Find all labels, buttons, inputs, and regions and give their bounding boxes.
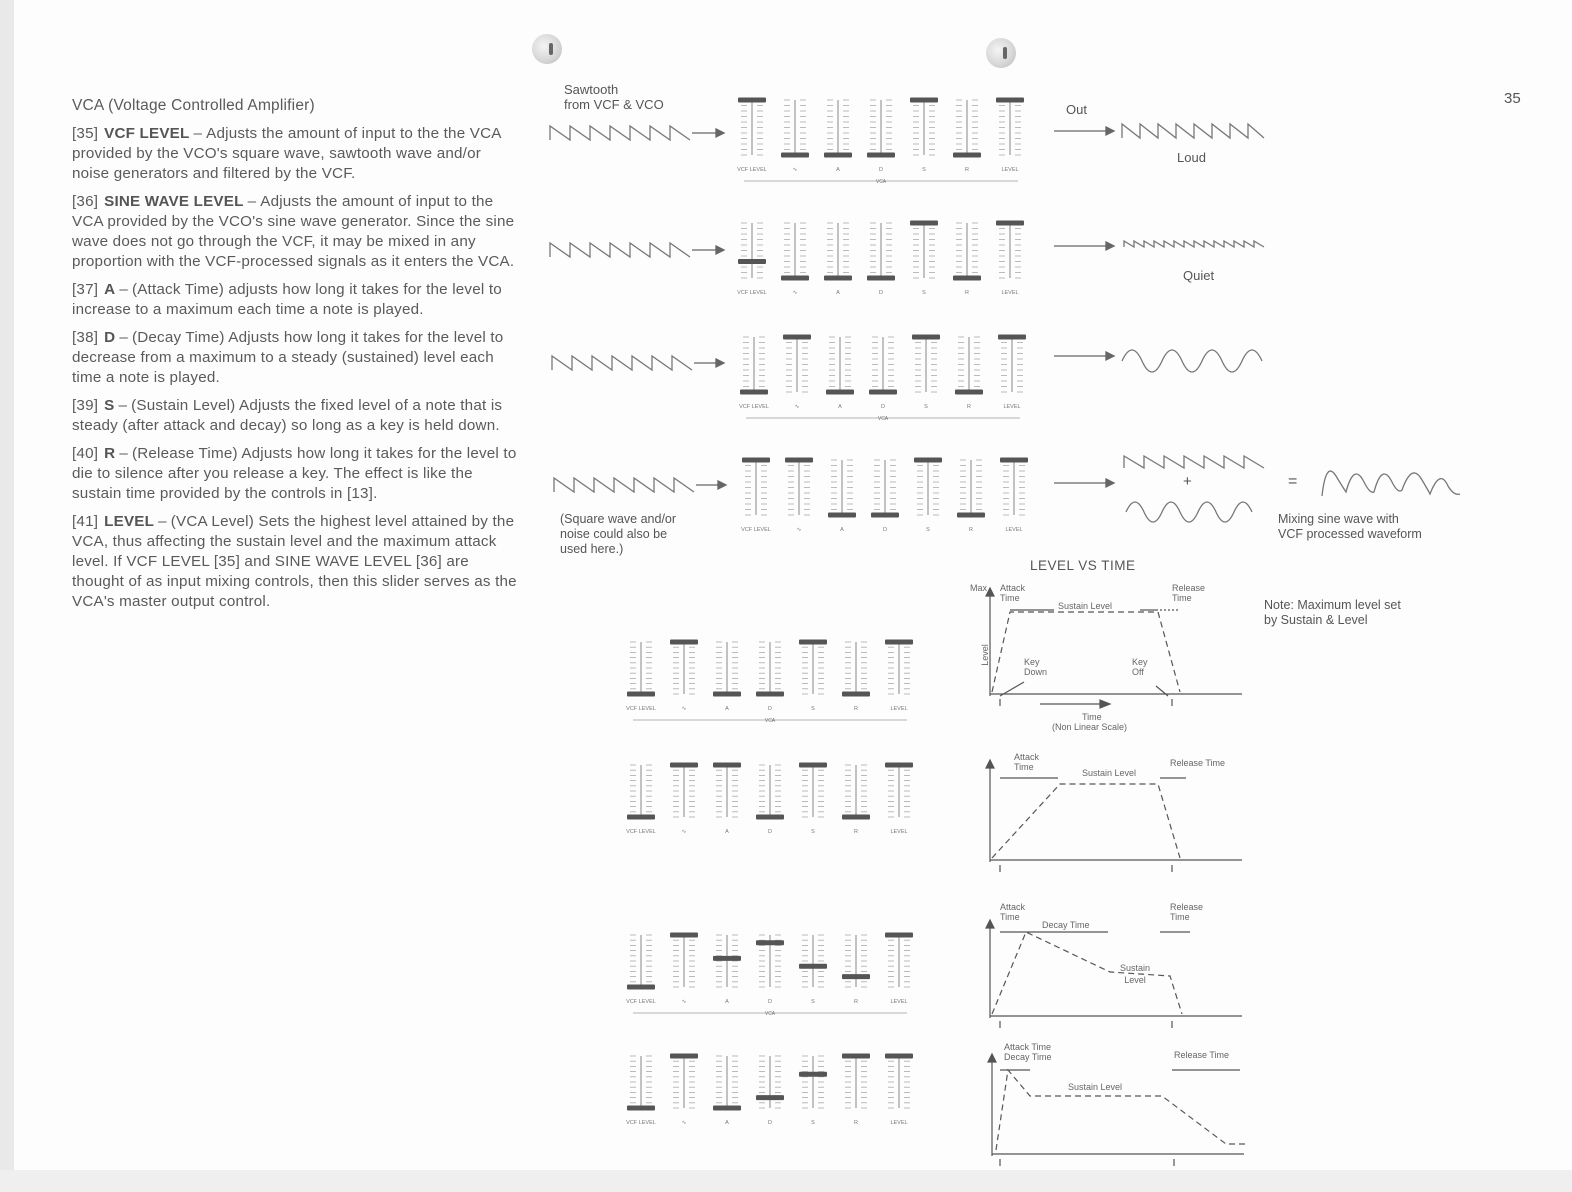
fader-knob [627,692,655,697]
fader-label: D [881,404,885,410]
loud-label: Loud [1177,150,1206,165]
graph1-max-label: Max [970,583,988,593]
fader-label: S [811,1120,815,1126]
graph1-sustain-label: Sustain Level [1058,601,1113,611]
fader-knob [910,98,938,103]
fader-label: R [967,404,971,410]
fader-label: ∿ [681,829,687,835]
graph4-attack-decay-label: Attack Time Decay Time [1004,1042,1052,1062]
page-number: 35 [1504,90,1521,107]
item-body: (Attack Time) adjusts how long it takes for the level to increase to a maximum each time a note is played. [72,281,502,318]
mixed-result-wave [1322,471,1460,496]
fader-label: ∿ [794,404,800,410]
fader-knob [799,1072,827,1077]
fader-knob [828,513,856,518]
fader-knob [998,335,1026,340]
fader-label: R [969,527,973,533]
loud-output-wave [1122,124,1264,138]
fader-label: ∿ [681,706,687,712]
vca-section-label: VCA [764,718,776,724]
fader-knob [738,259,766,264]
item-number: [38] [72,329,99,346]
fader-label: LEVEL [890,706,908,712]
fader-knob [756,815,784,820]
fader-knob [957,513,985,518]
fader-knob [738,98,766,103]
graph3-release-label: Release Time [1170,902,1204,922]
fader-label: LEVEL [1001,290,1019,296]
fader-label: R [854,706,858,712]
fader-label: ∿ [681,999,687,1005]
graph1-level-axis-label: Level [979,644,990,666]
fader-knob [742,458,770,463]
item-number: [37] [72,281,99,298]
item-body: Adjusts the amount of input to the VCA provided by the VCO's sine wave generator. Since the sine wave does not go through the VCF, it may be mixed in any proportion with the VCF-processed signals as it enters the VCA. [72,193,515,270]
item-term: VCF LEVEL [104,125,190,142]
fader-knob [627,1106,655,1111]
envelope-graph-3 [986,920,1242,1028]
envelope-line [992,932,1182,1014]
fader-label: S [922,167,926,173]
graph2-release-label: Release Time [1170,758,1226,768]
fader-knob [670,933,698,938]
item-release: [40] R – (Release Time) Adjusts how long it takes for the level to die to silence after you release a key. The effect is like the sustain time provided by the controls in [13]. [72,445,517,502]
sawtooth-input-wave-2 [550,243,690,257]
fader-label: D [768,1120,772,1126]
fader-bank [626,640,913,725]
vca-section-label: VCA [875,179,887,185]
graph1-key-off-label: Key Off [1132,657,1148,677]
fader-label: LEVEL [890,829,908,835]
fader-knob [842,815,870,820]
graph1-time-label: Time [1082,712,1102,722]
fader-label: A [838,404,842,410]
graph3-attack-label: Attack Time [1000,902,1026,922]
item-body: (Release Time) Adjusts how long it takes for the level to die to silence after you release a key. The effect is like the sustain time provided by the controls in [13]. [72,445,517,502]
fader-bank [739,335,1026,423]
plus-sign: + [1183,473,1192,490]
fader-label: D [768,999,772,1005]
fader-label: VCF LEVEL [626,1120,656,1126]
fader-knob [885,763,913,768]
fader-knob [824,153,852,158]
quiet-output-wave [1124,241,1264,247]
fader-label: LEVEL [1003,404,1021,410]
fader-bank [737,221,1024,297]
fader-knob [842,974,870,979]
fader-label: R [854,999,858,1005]
item-term: LEVEL [104,513,155,530]
mix-sawtooth-wave [1124,456,1264,468]
fader-label: D [879,290,883,296]
fader-label: R [965,290,969,296]
fader-label: ∿ [792,167,798,173]
item-body: (VCA Level) Sets the highest level attained by the VCA, thus affecting the sustain level and the maximum attack level. If VCF LEVEL [35] and SINE WAVE LEVEL [36] are thought of as input mixing controls, then this slider serves as the VCA's master output control. [72,513,517,610]
fader-knob [799,763,827,768]
fader-label: ∿ [796,527,802,533]
item-vcf-level: [35] VCF LEVEL – Adjusts the amount of input to the the VCA provided by the VCO's square wave, sawtooth wave and/or noise generators and filtered by the VCF. [72,125,501,182]
fader-knob [867,153,895,158]
fader-label: D [768,706,772,712]
graph4-release-label: Release Time [1174,1050,1230,1060]
fader-label: VCF LEVEL [737,290,767,296]
item-level: [41] LEVEL – (VCA Level) Sets the highest level attained by the VCA, thus affecting the sustain level and the maximum attack level. If VCF LEVEL [35] and SINE WAVE LEVEL [36] are thought of as input mixing controls, then this slider serves as the VCA's master output control. [72,513,517,610]
fader-knob [756,1095,784,1100]
out-label: Out [1066,102,1087,117]
graph1-release-label: Release Time [1172,583,1206,603]
equals-sign: = [1288,473,1298,490]
item-number: [36] [72,193,99,210]
envelope-graph-4 [988,1054,1246,1166]
fader-label: VCF LEVEL [626,829,656,835]
fader-knob [996,98,1024,103]
fader-knob [670,763,698,768]
fader-knob [826,390,854,395]
fader-knob [740,390,768,395]
item-body: (Decay Time) Adjusts how long it takes for the level to decrease from a maximum to a steady (sustained) level each time a note is played. [72,329,504,386]
fader-label: A [725,999,729,1005]
graph2-attack-label: Attack Time [1014,752,1040,772]
graph1-nonlinear-label: (Non Linear Scale) [1052,722,1128,732]
fader-label: LEVEL [890,1120,908,1126]
envelope-graph-1 [986,588,1242,708]
fader-label: A [725,829,729,835]
fader-knob [996,221,1024,226]
fader-label: D [883,527,887,533]
fader-knob [842,692,870,697]
fader-label: ∿ [681,1120,687,1126]
item-number: [35] [72,125,99,142]
maximum-level-note: Note: Maximum level set by Sustain & Level [1264,598,1401,627]
item-number: [39] [72,397,99,414]
graph3-sustain-label: Sustain Level [1120,963,1151,985]
fader-label: R [854,829,858,835]
square-wave-note: (Square wave and/or noise could also be used here.) [560,512,677,556]
graph1-key-down-label: Key Down [1024,657,1048,677]
fader-knob [713,1106,741,1111]
fader-knob [713,956,741,961]
envelope-line [992,784,1180,858]
graph3-decay-label: Decay Time [1042,920,1090,930]
fader-label: A [836,167,840,173]
item-number: [40] [72,445,99,462]
item-decay: [38] D – (Decay Time) Adjusts how long it takes for the level to decrease from a maximum to a steady (sustained) level each time a note is played. [72,329,504,386]
graph2-sustain-label: Sustain Level [1082,768,1137,778]
fader-label: LEVEL [1001,167,1019,173]
vca-section-label: VCA [764,1011,776,1017]
fader-label: VCF LEVEL [741,527,771,533]
fader-knob [713,692,741,697]
item-sine-wave-level: [36] SINE WAVE LEVEL – Adjusts the amount of input to the VCA provided by the VCO's sine wave generator. Since the sine wave does not go through the VCF, it may be mixed in any proportion with the VCF-processed signals as it enters the VCA. [72,193,515,270]
sine-output-wave [1122,350,1262,372]
sawtooth-input-wave-4 [554,478,694,492]
fader-knob [953,153,981,158]
fader-knob [783,335,811,340]
fader-label: S [926,527,930,533]
fader-bank [626,1054,913,1127]
item-term: S [104,397,115,414]
fader-knob [824,276,852,281]
fader-knob [885,1054,913,1059]
item-term: SINE WAVE LEVEL [104,193,244,210]
fader-knob [914,458,942,463]
fader-label: A [836,290,840,296]
quiet-label: Quiet [1183,268,1215,283]
item-body: Adjusts the amount of input to the the VCA provided by the VCO's square wave, sawtooth wave and/or noise generators and filtered by the VCF. [72,125,501,182]
fader-bank [737,98,1024,186]
sawtooth-input-wave-3 [552,356,692,370]
fader-knob [955,390,983,395]
fader-label: A [725,706,729,712]
fader-label: VCF LEVEL [737,167,767,173]
fader-knob [781,276,809,281]
fader-label: VCF LEVEL [626,706,656,712]
fader-knob [713,763,741,768]
fader-label: S [811,706,815,712]
sawtooth-input-wave-1 [550,126,690,140]
fader-knob [885,933,913,938]
item-term: D [104,329,116,346]
fader-label: R [854,1120,858,1126]
fader-label: S [924,404,928,410]
level-vs-time-title: LEVEL VS TIME [1030,558,1136,573]
fader-knob [910,221,938,226]
sawtooth-input-label: Sawtooth from VCF & VCO [564,82,664,112]
fader-bank [741,458,1028,534]
fader-label: D [879,167,883,173]
fader-bank [626,763,913,836]
fader-knob [871,513,899,518]
section-title: VCA (Voltage Controlled Amplifier) [72,97,315,114]
fader-label: ∿ [792,290,798,296]
fader-bank [626,933,913,1018]
fader-knob [785,458,813,463]
item-term: A [104,281,116,298]
fader-knob [781,153,809,158]
fader-label: LEVEL [1005,527,1023,533]
fader-knob [756,692,784,697]
fader-knob [670,640,698,645]
fader-knob [627,985,655,990]
fader-knob [912,335,940,340]
fader-knob [670,1054,698,1059]
graph1-attack-label: Attack Time [1000,583,1026,603]
fader-label: VCF LEVEL [626,999,656,1005]
fader-knob [842,1054,870,1059]
fader-knob [867,276,895,281]
item-sustain: [39] S – (Sustain Level) Adjusts the fixed level of a note that is steady (after attack and decay) so long as a key is held down. [72,397,503,434]
graph4-sustain-label: Sustain Level [1068,1082,1123,1092]
fader-knob [756,940,784,945]
fader-knob [799,640,827,645]
fader-label: A [840,527,844,533]
item-attack: [37] A – (Attack Time) adjusts how long it takes for the level to increase to a maximum each time a note is played. [72,281,502,318]
fader-label: VCF LEVEL [739,404,769,410]
item-body: (Sustain Level) Adjusts the fixed level of a note that is steady (after attack and decay) so long as a key is held down. [72,397,503,434]
fader-knob [953,276,981,281]
mixing-note: Mixing sine wave with VCF processed waveform [1278,512,1422,541]
fader-knob [627,815,655,820]
fader-knob [799,964,827,969]
fader-label: R [965,167,969,173]
fader-label: S [811,829,815,835]
fader-label: S [811,999,815,1005]
mix-sine-wave [1126,502,1252,522]
fader-label: S [922,290,926,296]
fader-label: D [768,829,772,835]
fader-knob [869,390,897,395]
fader-knob [885,640,913,645]
item-number: [41] [72,513,99,530]
fader-label: A [725,1120,729,1126]
envelope-line [992,612,1180,692]
item-term: R [104,445,116,462]
fader-knob [1000,458,1028,463]
vca-section-label: VCA [877,416,889,422]
fader-label: LEVEL [890,999,908,1005]
